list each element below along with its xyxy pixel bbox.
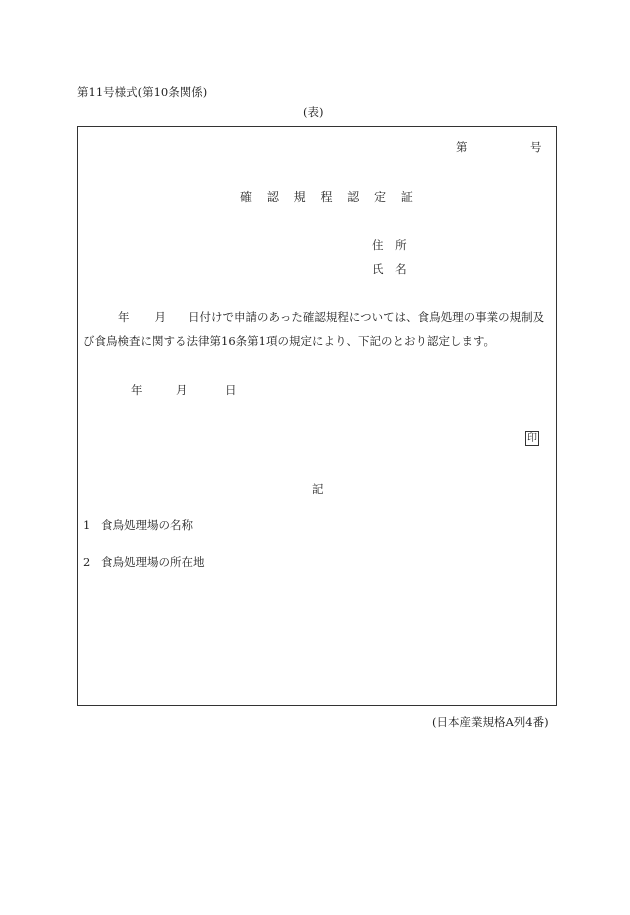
certificate-number-label: 第	[456, 140, 468, 154]
body-month-label: 月	[154, 310, 166, 324]
item-label: 食鳥処理場の所在地	[101, 555, 205, 569]
item-label: 食鳥処理場の名称	[101, 518, 193, 532]
date-month-label: 月	[176, 383, 188, 397]
item-number: 1	[83, 518, 91, 532]
body-text-line-1	[118, 309, 544, 325]
address-label: 住 所	[372, 238, 411, 252]
certificate-number-suffix: 号	[530, 140, 542, 154]
body-text-rest: 日付けで申請のあった確認規程については、食鳥処理の事業の規制及	[188, 310, 545, 324]
list-item	[83, 517, 193, 533]
paper-size-note: (日本産業規格A列4番)	[432, 715, 549, 729]
face-side-label: (表)	[303, 105, 324, 119]
record-heading: 記	[312, 482, 324, 496]
form-number-label: 第11号様式(第10条関係)	[77, 85, 208, 99]
body-text-line-2: び食鳥検査に関する法律第16条第1項の規定により、下記のとおり認定します。	[83, 334, 496, 348]
item-number: 2	[83, 555, 91, 569]
date-day-label: 日	[225, 383, 237, 397]
certificate-title: 確 認 規 程 認 定 証	[240, 190, 419, 204]
seal-mark: 印	[527, 433, 537, 444]
certificate-frame	[77, 126, 557, 706]
name-label: 氏 名	[372, 262, 411, 276]
body-year-label: 年	[118, 310, 130, 324]
date-year-label: 年	[131, 383, 143, 397]
list-item	[83, 554, 205, 570]
